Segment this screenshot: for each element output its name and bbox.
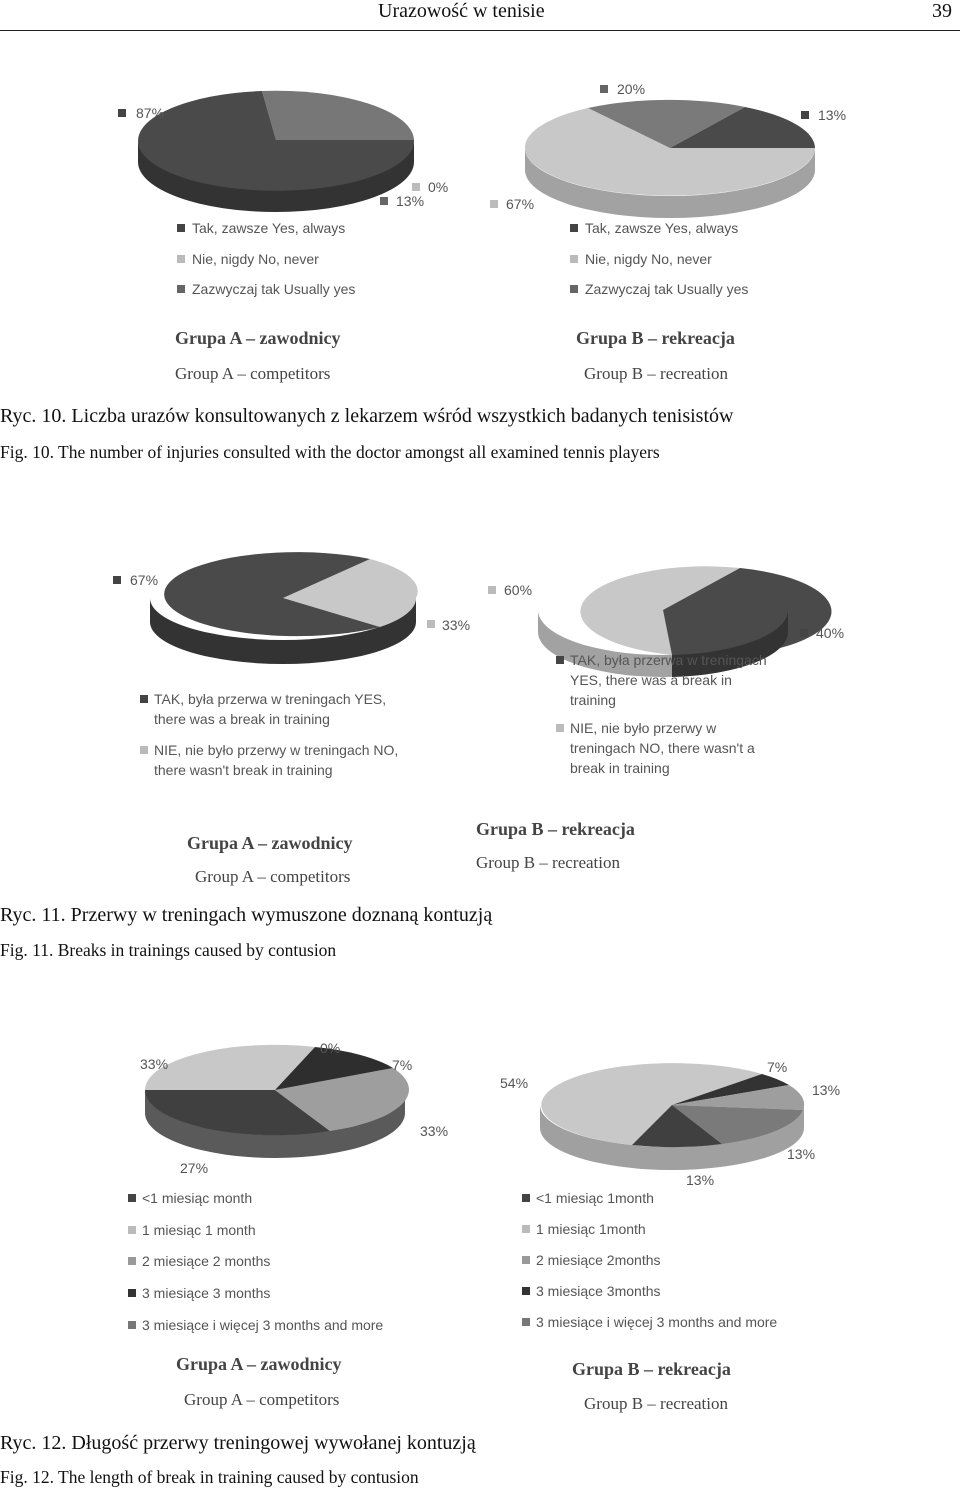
group-label-bold: Grupa B – rekreacja	[476, 819, 635, 839]
slice-label-always: 13%	[818, 107, 847, 123]
pie-slice-usually-yes	[262, 91, 414, 140]
label-marker	[427, 620, 435, 628]
legend-item: NIE, nie było przerwy w treningach NO, there wasn't break in training	[154, 742, 399, 778]
slice-label-1-month: 33%	[140, 1056, 169, 1072]
legend-item: 3 miesiące i więcej 3 months and more	[536, 1314, 778, 1330]
legend-item: Zazwyczaj tak Usually yes	[192, 281, 356, 297]
legend-item: 1 miesiąc 1 month	[142, 1222, 256, 1238]
legend-marker	[140, 746, 148, 754]
pie-chart-group-a	[128, 1040, 448, 1409]
slice-label-3-more: 13%	[787, 1146, 816, 1162]
legend-marker	[556, 724, 564, 732]
slice-label-yes: 40%	[816, 625, 845, 641]
slice-label-2-months: 54%	[500, 1075, 529, 1091]
legend-marker	[128, 1257, 136, 1265]
legend-item: 3 miesiące 3 months	[142, 1285, 271, 1301]
legend-marker	[570, 285, 578, 293]
legend-marker	[128, 1321, 136, 1329]
slice-label-usually-yes: 13%	[396, 193, 425, 209]
slice-label-usually-yes: 20%	[617, 81, 646, 97]
slice-label-3-months: 13%	[686, 1172, 715, 1188]
figure-12-caption-pl: Ryc. 12. Długość przerwy treningowej wywołanej kontuzją	[0, 1432, 476, 1454]
group-label: Group B – recreation	[476, 853, 620, 872]
group-label: Group A – competitors	[184, 1390, 340, 1409]
figure-12-caption-en: Fig. 12. The length of break in training caused by contusion	[0, 1467, 419, 1487]
label-marker	[600, 85, 608, 93]
figure-10	[0, 60, 960, 390]
legend-marker	[522, 1225, 530, 1233]
legend-item: <1 miesiąc 1month	[536, 1190, 654, 1206]
slice-label-no: 33%	[442, 617, 471, 633]
label-marker	[488, 586, 496, 594]
group-label-bold: Grupa A – zawodnicy	[176, 1354, 342, 1374]
legend-item: Tak, zawsze Yes, always	[192, 220, 346, 236]
group-label: Group A – competitors	[175, 364, 331, 383]
legend-marker	[522, 1287, 530, 1295]
label-marker	[118, 109, 126, 117]
legend-item: <1 miesiąc month	[142, 1190, 253, 1206]
figure-11-caption-pl: Ryc. 11. Przerwy w treningach wymuszone doznaną kontuzją	[0, 904, 493, 926]
legend-marker	[140, 695, 148, 703]
legend-item: 3 miesiące 3months	[536, 1283, 661, 1299]
group-label-bold: Grupa B – rekreacja	[576, 328, 735, 348]
legend-marker	[556, 656, 564, 664]
legend-marker	[177, 285, 185, 293]
legend-item: NIE, nie było przerwy w treningach NO, there wasn't a break in training	[570, 720, 755, 776]
group-label-bold: Grupa A – zawodnicy	[175, 328, 341, 348]
group-label: Group A – competitors	[195, 867, 351, 886]
figure-11	[0, 550, 960, 895]
group-label-bold: Grupa B – rekreacja	[572, 1359, 731, 1379]
slice-label-lt-1-month: 7%	[767, 1059, 788, 1075]
legend-item: 1 miesiąc 1month	[536, 1221, 646, 1237]
legend-marker	[128, 1194, 136, 1202]
label-marker	[800, 629, 808, 637]
slice-label-3-months: 27%	[180, 1160, 209, 1176]
pie-chart-group-a	[113, 552, 470, 886]
legend-item: TAK, była przerwa w treningach YES, there was a break in training	[570, 652, 767, 708]
slice-label-1-month: 13%	[812, 1082, 841, 1098]
pie-chart-group-a	[118, 91, 448, 383]
pie-chart-group-b	[476, 566, 844, 872]
legend-item: Tak, zawsze Yes, always	[585, 220, 739, 236]
figure-12	[0, 1030, 960, 1415]
page-number: 39	[932, 0, 952, 22]
slice-label-never: 0%	[428, 179, 449, 195]
pie-chart-group-b	[490, 81, 846, 383]
slice-label-no: 60%	[504, 582, 533, 598]
figure-11-caption-en: Fig. 11. Breaks in trainings caused by contusion	[0, 940, 337, 960]
legend-item: Nie, nigdy No, never	[585, 251, 712, 267]
label-marker	[380, 197, 388, 205]
running-title: Urazowość w tenisie	[378, 0, 545, 22]
group-label: Group B – recreation	[584, 1394, 728, 1413]
slice-label-2-months: 33%	[420, 1123, 449, 1139]
figure-10-caption-pl: Ryc. 10. Liczba urazów konsultowanych z lekarzem wśród wszystkich badanych tenisistów	[0, 405, 734, 427]
legend-marker	[128, 1289, 136, 1297]
slice-label-3-more: 0%	[320, 1040, 341, 1056]
label-marker	[113, 576, 121, 584]
legend-item: 3 miesiące i więcej 3 months and more	[142, 1317, 384, 1333]
group-label-bold: Grupa A – zawodnicy	[187, 833, 353, 853]
figure-10-caption-en: Fig. 10. The number of injuries consulted with the doctor amongst all examined tennis players	[0, 442, 660, 462]
slice-label-never: 67%	[506, 196, 535, 212]
label-marker	[490, 200, 498, 208]
slice-label-yes: 67%	[130, 572, 159, 588]
legend-item: TAK, była przerwa w treningach YES, there was a break in training	[154, 691, 387, 727]
legend-marker	[570, 224, 578, 232]
legend-item: Nie, nigdy No, never	[192, 251, 319, 267]
label-marker	[801, 111, 809, 119]
legend-marker	[522, 1318, 530, 1326]
legend-marker	[177, 255, 185, 263]
slice-label-lt-1-month: 7%	[392, 1057, 413, 1073]
legend-marker	[522, 1256, 530, 1264]
legend-item: Zazwyczaj tak Usually yes	[585, 281, 749, 297]
legend-marker	[128, 1226, 136, 1234]
slice-label-always: 87%	[136, 105, 165, 121]
label-marker	[412, 183, 420, 191]
legend-marker	[177, 224, 185, 232]
legend-item: 2 miesiące 2 months	[142, 1253, 271, 1269]
legend-marker	[570, 255, 578, 263]
legend-marker	[522, 1194, 530, 1202]
pie-chart-group-b	[500, 1059, 840, 1413]
legend-item: 2 miesiące 2months	[536, 1252, 661, 1268]
page-header	[0, 0, 960, 31]
group-label: Group B – recreation	[584, 364, 728, 383]
